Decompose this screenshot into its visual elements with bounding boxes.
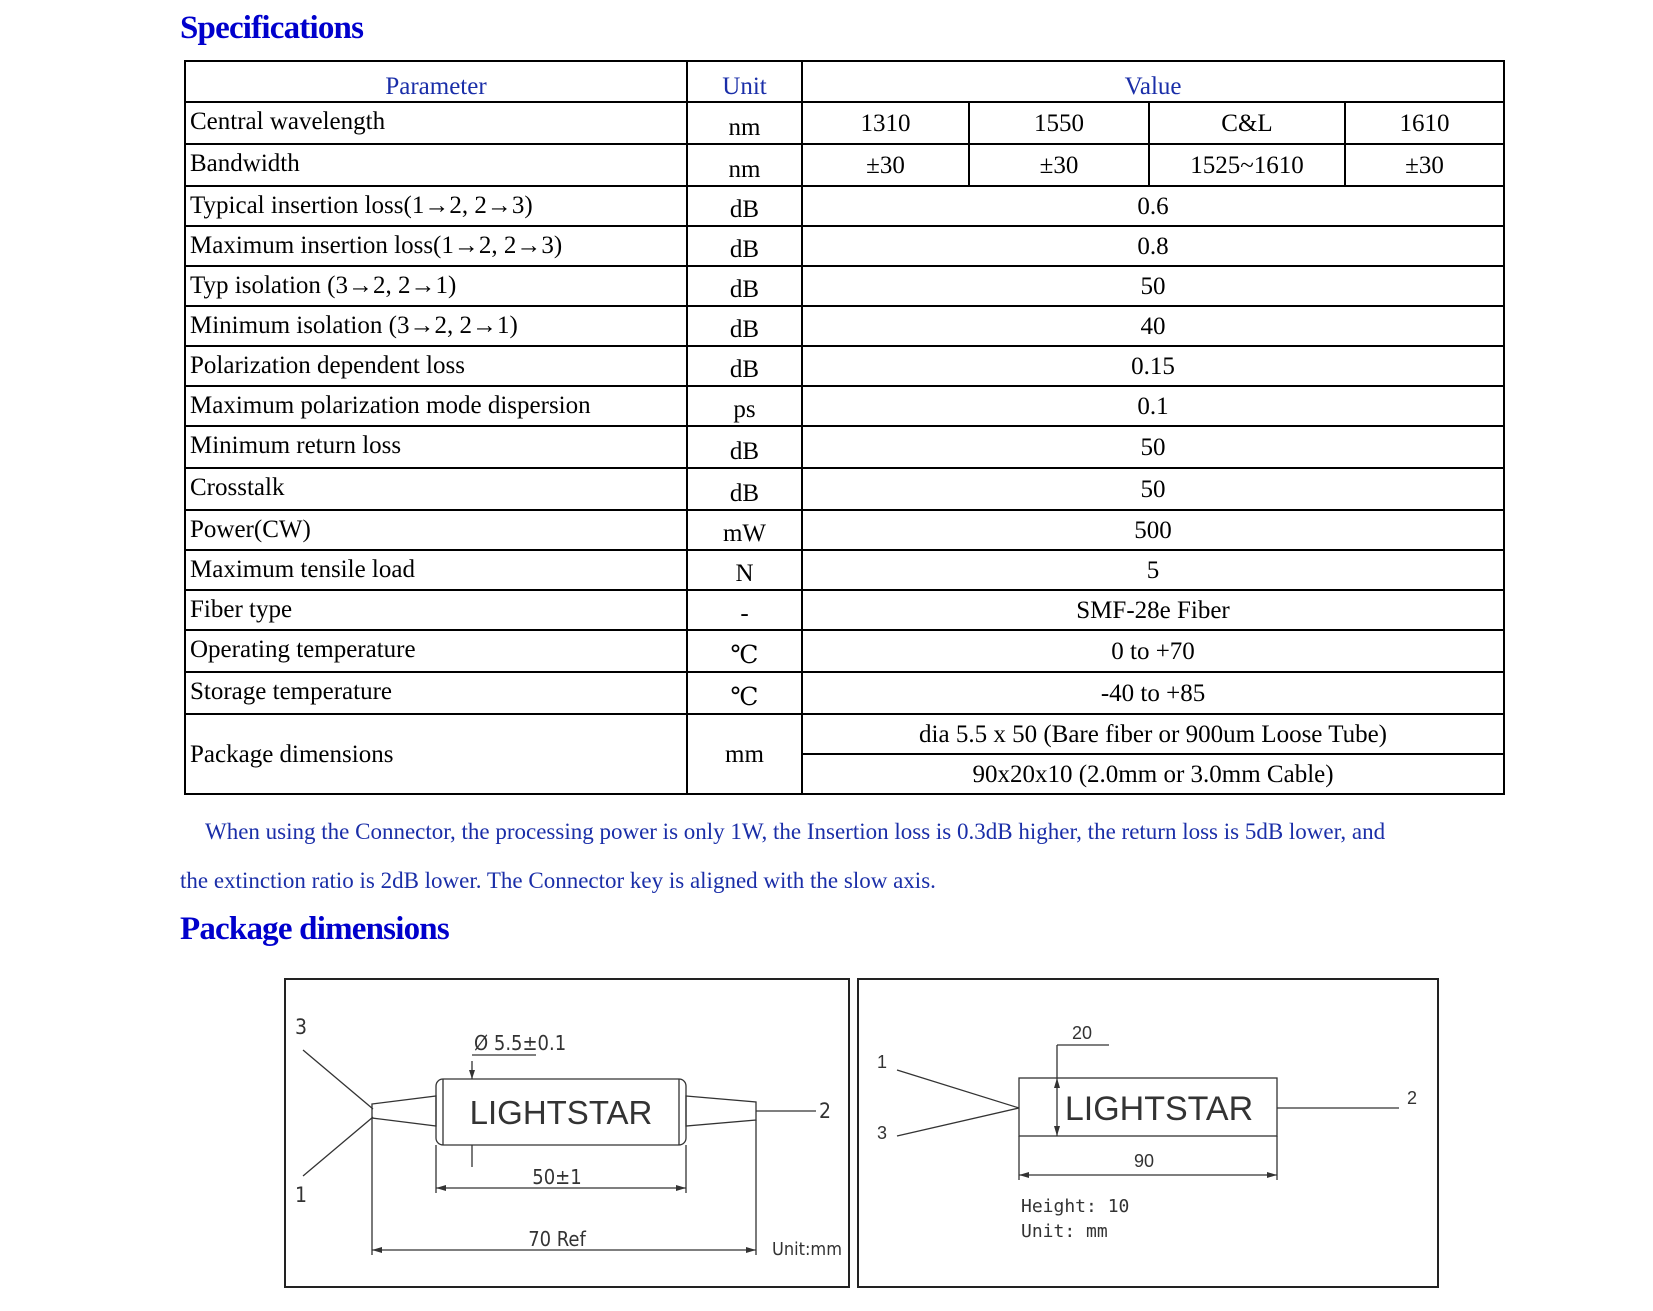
port-1-label: 1 [295, 1183, 308, 1207]
table-row [185, 346, 1504, 386]
row-value: ±30 [969, 144, 1149, 186]
row-value: 0.6 [802, 186, 1504, 226]
row-value: 1525~1610 [1149, 144, 1345, 186]
height-label: Height: 10 [1021, 1196, 1130, 1217]
table-row [185, 714, 1504, 754]
table-row [185, 266, 1504, 306]
row-value: 5 [802, 550, 1504, 590]
port-3-label: 3 [877, 1123, 888, 1143]
row-parameter: Crosstalk [185, 468, 687, 510]
table-row [185, 144, 1504, 186]
row-value: 0.1 [802, 386, 1504, 426]
row-value: 50 [802, 426, 1504, 468]
brand-logo-text: LIGHTSTAR [469, 1094, 653, 1131]
row-unit: dB [687, 226, 802, 266]
row-parameter: Minimum isolation (3→2, 2→1) [185, 306, 687, 346]
port-1-label: 1 [877, 1052, 888, 1072]
port-2-label: 2 [819, 1099, 832, 1123]
row-parameter: Minimum return loss [185, 426, 687, 468]
table-header-row [185, 61, 1504, 102]
body-length-label: 50±1 [532, 1165, 582, 1189]
row-unit: N [687, 550, 802, 590]
fiber-line-1 [303, 1117, 373, 1176]
tube-package-svg [286, 980, 848, 1286]
row-value: C&L [1149, 102, 1345, 144]
table-row [185, 550, 1504, 590]
table-row [185, 386, 1504, 426]
connector-note-line-1: When using the Connector, the processing power is only 1W, the Insertion loss is 0.3dB higher, the return loss is 5dB lower, and [205, 819, 1386, 844]
table-row [185, 102, 1504, 144]
table-row [185, 672, 1504, 714]
row-parameter: Fiber type [185, 590, 687, 630]
row-parameter: Typical insertion loss(1→2, 2→3) [185, 186, 687, 226]
row-unit: nm [687, 102, 802, 144]
header-value: Value [802, 61, 1504, 102]
tube-package-drawing [284, 978, 850, 1288]
row-parameter: Bandwidth [185, 144, 687, 186]
row-parameter: Polarization dependent loss [185, 346, 687, 386]
row-unit: mm [687, 714, 802, 794]
length-label: 90 [1133, 1151, 1155, 1171]
unit-label: Unit:mm [772, 1239, 842, 1260]
table-row [185, 226, 1504, 266]
port-3-label: 3 [295, 1015, 308, 1039]
specifications-heading: Specifications [180, 10, 364, 46]
table-row [185, 630, 1504, 672]
row-parameter: Maximum polarization mode dispersion [185, 386, 687, 426]
table-row [185, 590, 1504, 630]
row-parameter: Package dimensions [185, 714, 687, 794]
total-length-label: 70 Ref [528, 1227, 586, 1251]
row-parameter: Typ isolation (3→2, 2→1) [185, 266, 687, 306]
row-parameter: Central wavelength [185, 102, 687, 144]
row-unit: ps [687, 386, 802, 426]
row-value: ±30 [1345, 144, 1504, 186]
brand-logo-text: LIGHTSTAR [1064, 1090, 1254, 1128]
row-parameter: Power(CW) [185, 510, 687, 550]
row-unit: dB [687, 426, 802, 468]
row-unit: dB [687, 266, 802, 306]
row-parameter: Maximum insertion loss(1→2, 2→3) [185, 226, 687, 266]
fiber-line-1 [897, 1070, 1019, 1108]
table-row [185, 510, 1504, 550]
width-label: 20 [1072, 1023, 1093, 1043]
left-boot [372, 1096, 436, 1126]
row-value: ±30 [802, 144, 969, 186]
row-value: 90x20x10 (2.0mm or 3.0mm Cable) [802, 754, 1504, 794]
table-row [185, 306, 1504, 346]
header-unit: Unit [687, 61, 802, 102]
right-boot [686, 1096, 756, 1126]
table-row [185, 468, 1504, 510]
row-unit: ℃ [687, 630, 802, 672]
table-row [185, 186, 1504, 226]
specifications-table [184, 60, 1505, 795]
row-value: 0.8 [802, 226, 1504, 266]
row-value: -40 to +85 [802, 672, 1504, 714]
row-value: 50 [802, 266, 1504, 306]
unit-label: Unit: mm [1021, 1221, 1108, 1242]
row-value: SMF-28e Fiber [802, 590, 1504, 630]
row-parameter: Storage temperature [185, 672, 687, 714]
fiber-line-3 [303, 1050, 373, 1109]
box-package-drawing [857, 978, 1439, 1288]
row-value: 500 [802, 510, 1504, 550]
package-dimensions-heading: Package dimensions [180, 911, 449, 947]
row-unit: - [687, 590, 802, 630]
row-parameter: Operating temperature [185, 630, 687, 672]
connector-note-line-2: the extinction ratio is 2dB lower. The Connector key is aligned with the slow axis. [180, 868, 936, 893]
row-value: 1550 [969, 102, 1149, 144]
row-unit: ℃ [687, 672, 802, 714]
diameter-label: Ø 5.5±0.1 [474, 1031, 567, 1055]
row-unit: nm [687, 144, 802, 186]
row-value: 1310 [802, 102, 969, 144]
row-unit: dB [687, 468, 802, 510]
row-unit: dB [687, 186, 802, 226]
row-value: 0 to +70 [802, 630, 1504, 672]
port-2-label: 2 [1407, 1088, 1418, 1108]
row-value: 40 [802, 306, 1504, 346]
fiber-line-3 [897, 1108, 1019, 1136]
table-row [185, 426, 1504, 468]
row-value: 50 [802, 468, 1504, 510]
row-parameter: Maximum tensile load [185, 550, 687, 590]
header-parameter: Parameter [185, 61, 687, 102]
row-unit: mW [687, 510, 802, 550]
row-unit: dB [687, 306, 802, 346]
row-value: dia 5.5 x 50 (Bare fiber or 900um Loose Tube) [802, 714, 1504, 754]
row-value: 1610 [1345, 102, 1504, 144]
box-package-svg [859, 980, 1437, 1286]
row-value: 0.15 [802, 346, 1504, 386]
row-unit: dB [687, 346, 802, 386]
